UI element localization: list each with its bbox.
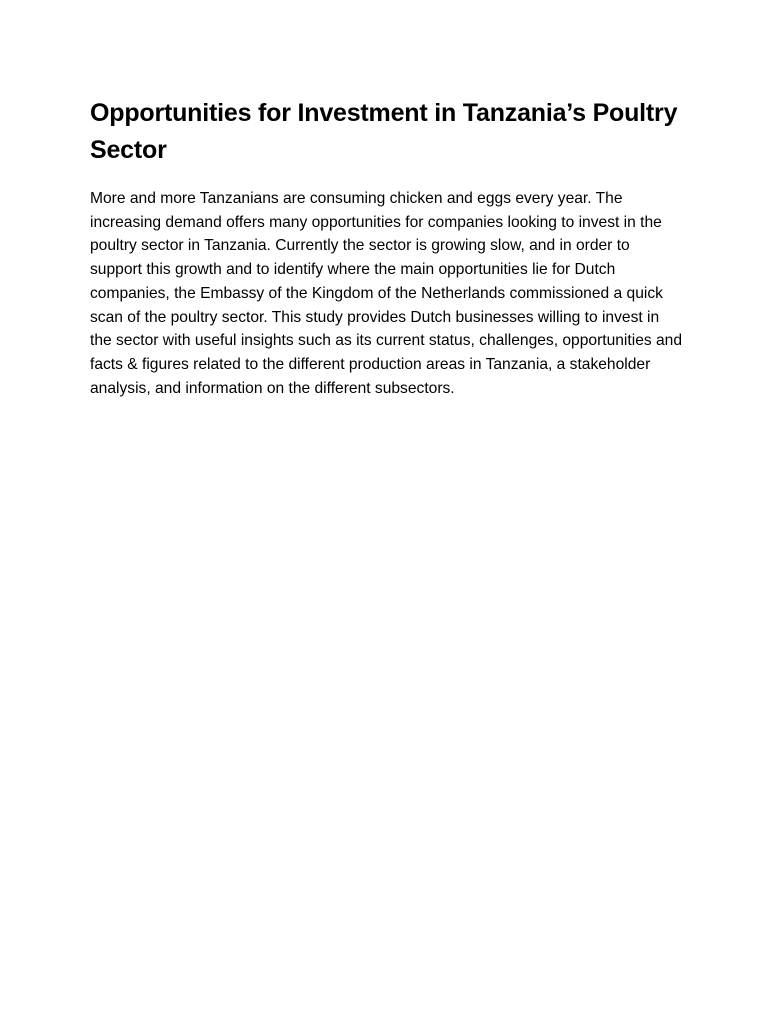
document-title: Opportunities for Investment in Tanzania’s Poultry Sector: [90, 99, 678, 164]
document-content: [90, 95, 682, 400]
document-paragraph: More and more Tanzanians are consuming chicken and eggs every year. The increasing demand offers many opportunities for companies looking to invest in the poultry sector in Tanzania. Currently the sector is growing slow, and in order to support this growth and to identify where the main opportunities lie for Dutch companies, the Embassy of the Kingdom of the Netherlands commissioned a quick scan of the poultry sector. This study provides Dutch businesses willing to invest in the sector with useful insights such as its current status, challenges, opportunities and facts & figures related to the different production areas in Tanzania, a stakeholder analysis, and information on the different subsectors.: [90, 190, 683, 397]
